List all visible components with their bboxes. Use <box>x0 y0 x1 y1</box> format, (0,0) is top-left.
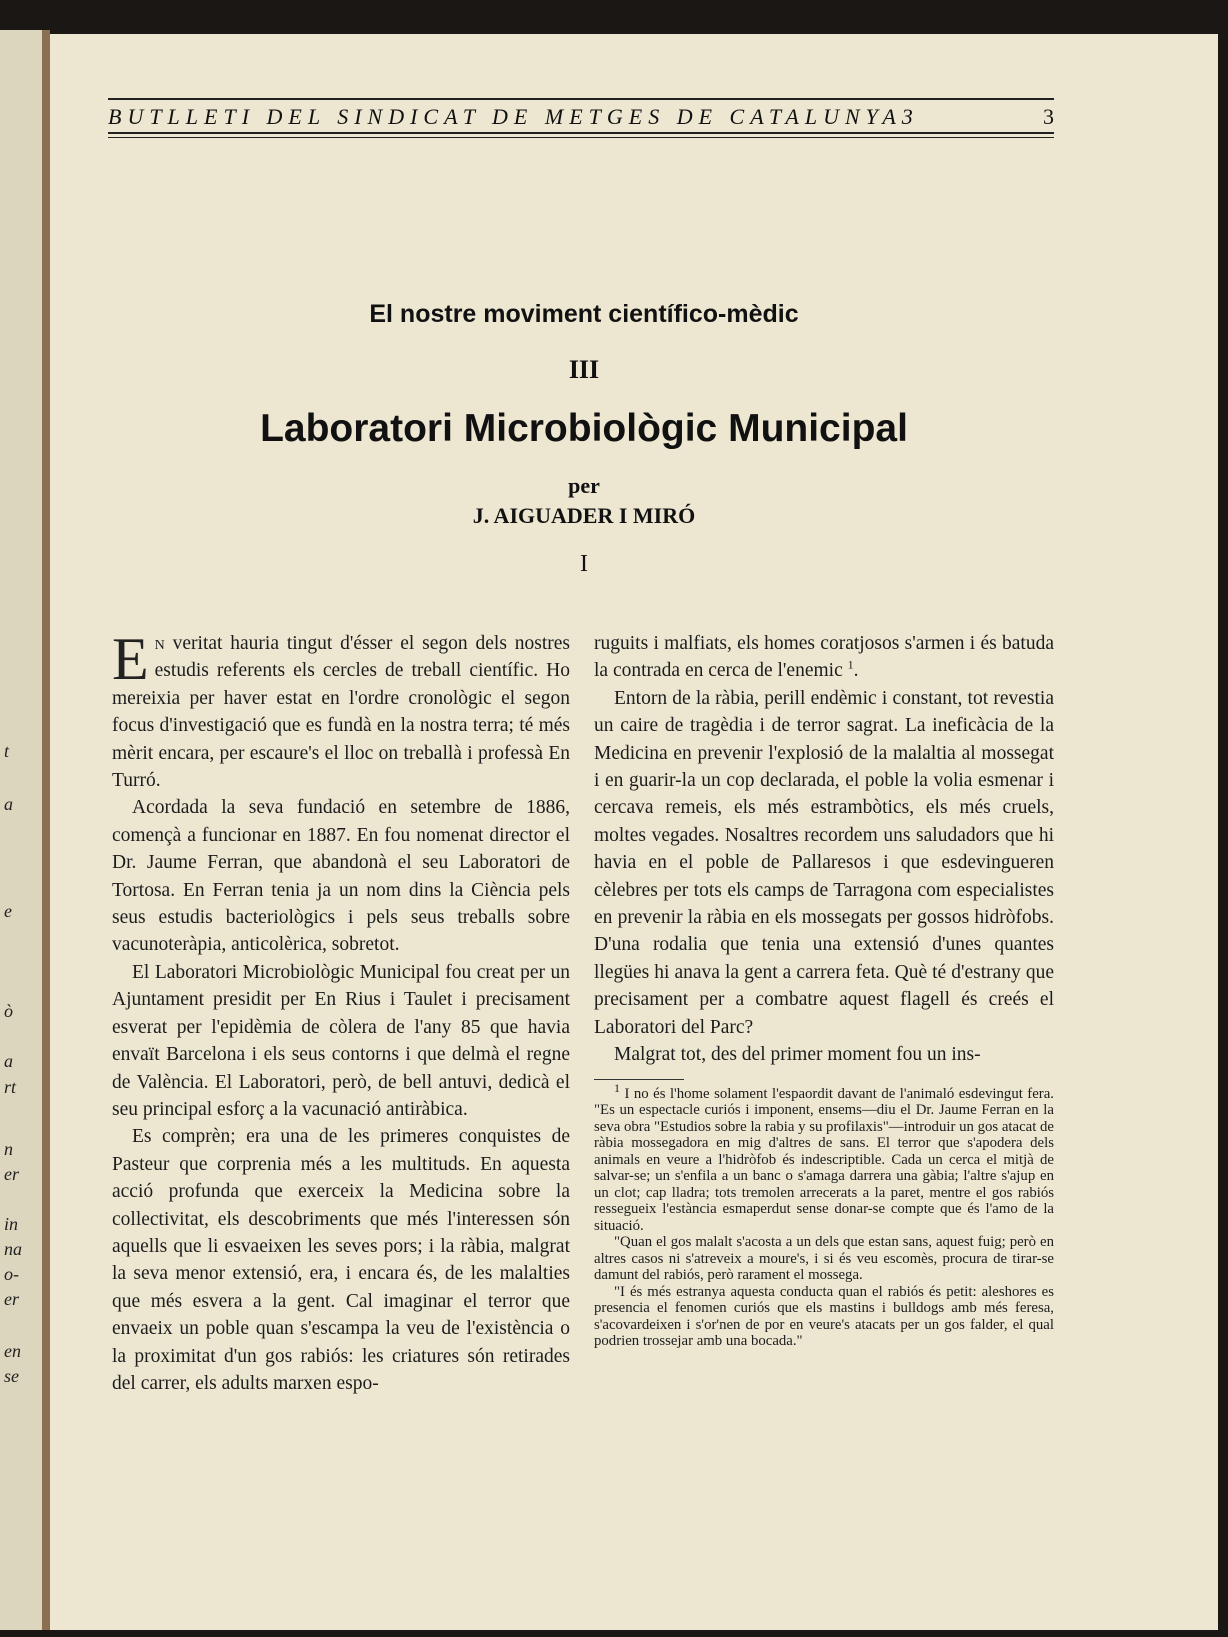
byline-per: per <box>568 473 600 498</box>
margin-fragment: a <box>4 794 13 814</box>
running-title: BUTLLETI DEL SINDICAT DE METGES DE CATALUNYA3 <box>108 104 919 129</box>
footnote-paragraph <box>594 1080 1054 1235</box>
paragraph-text: veritat hauria tingut d'ésser el segon dels nostres estudis referents els cercles de treball científic. Ho mereixia per haver estat en l'ordre cronològic el segon focus d'investigació que es fundà en la nostra terra; té més mèrit encara, per escaure's el lloc on treballà i professà En Turró. <box>112 633 570 792</box>
left-column <box>112 626 570 1397</box>
footnote-ref: 1 <box>847 657 854 672</box>
footnote-rule <box>594 1079 684 1080</box>
article-heading <box>58 300 1110 578</box>
margin-fragment: in <box>4 1214 19 1234</box>
paragraph: Es comprèn; era una de les primeres conquistes de Pasteur que corprenia més a les multituds. En aquesta acció profunda que exerceix la Medicina sobre la collectivitat, els descobriments que més l'interessen són aquells que li esvaeixen les seves pors; i la ràbia, malgrat la seva menor extensió, era, i encara és, de les malalties que més esvera a la gent. Cal imaginar el terror que envaeix un poble quan s'escampa la veu de l'existència o la proximitat d'un gos rabiós: les criatures són retirades del carrer, els adults marxen espo- <box>112 1126 570 1394</box>
footnote <box>594 1080 1054 1350</box>
small-caps-text: n <box>154 633 165 654</box>
margin-fragment: na <box>4 1239 22 1259</box>
margin-fragment: n <box>4 1139 13 1159</box>
paragraph: Malgrat tot, des del primer moment fou un ins- <box>614 1044 981 1066</box>
header-rule-thin <box>108 137 1054 138</box>
paragraph-text: ruguits i malfiats, els homes coratjosos s'armen i és batuda la contrada en cerca de l'enemic <box>594 633 1054 682</box>
drop-cap: E <box>112 626 149 692</box>
paragraph-end: . <box>853 660 859 682</box>
footnote-paragraph: "Quan el gos malalt s'acosta a un dels que estan sans, aquest fuig; però en altres casos ni s'atreveix a moure's, i si és veu escomès, procura de tirar-se damunt del rabiós, però rarament el mossega. <box>594 1234 1054 1283</box>
margin-fragment: er <box>4 1164 19 1184</box>
header-rule-bottom <box>108 132 1054 134</box>
paragraph: Entorn de la ràbia, perill endèmic i constant, tot revestia un caire de tragèdia i de terror sagrat. La ineficàcia de la Medicina en prevenir l'explosió de la malaltia al mossegat i en guarir-la un cop declarada, el poble la volia esmenar i cercava remeis, els més estrambòtics, els més cruels, moltes vegades. Nosaltres recordem uns saludadors que hi havia en el poble de Pallaresos i que esdevingueren cèlebres per tots els camps de Tarragona com especialistes en prevenir la ràbia en els mossegats per gossos hidròfobs. D'una rodalia que tenia una extensió d'unes quantes llegües hi anava la gent a carrera feta. Què té d'estrany que precisament per a combatre aquest flagell és creés el Laboratori del Parc? <box>594 687 1054 1038</box>
header-rule-top <box>108 98 1054 100</box>
footnote-text: I no és l'home solament l'espaordit davant de l'animaló esdevingut fera. "Es un espectacle curiós i imponent, ensems—diu el Dr. Jaume Ferran en la seva obra "Estudios sobre la rabia y su profilaxis"—introduir un gos atacat de ràbia mossegadora en mig d'altres de sans. El terror que s'apodera dels animals en veure a l'hidròfob és indescriptible. Cada un cerca el mitjà de salvar-se; un s'enfila a un banc o s'amaga darrera una gàbia; l'altre s'ajup en un clot; cap lladra; tots tremolen arrecerats a la paret, mentre el gos rabiós ressegueix l'estància esmaperdut sense donar-se compte que és l'amo de la situació. <box>594 1085 1054 1234</box>
part-number: III <box>568 355 600 384</box>
footnote-mark: 1 <box>614 1080 620 1095</box>
running-header <box>108 98 1054 138</box>
margin-fragment: er <box>4 1289 19 1309</box>
paragraph <box>594 630 1054 685</box>
right-column <box>594 630 1054 1350</box>
author-name: J. AIGUADER I MIRÓ <box>472 503 696 528</box>
paragraph <box>112 626 570 794</box>
margin-fragment: e <box>4 901 12 921</box>
margin-fragment: ò <box>4 1001 13 1021</box>
page-number: 3 <box>1043 104 1054 129</box>
paragraph: El Laboratori Microbiològic Municipal fou creat per un Ajuntament presidit per En Rius i Taulet i precisament esverat per l'epidèmia de còlera de l'any 85 que havia envaït Barcelona i els seus contorns i que delmà el regne de València. El Laboratori, però, de bell antuvi, dedicà el seu principal esforç a la vacunació antiràbica. <box>112 961 570 1120</box>
margin-fragment: en <box>4 1341 21 1361</box>
book-spine <box>42 30 50 1630</box>
margin-fragment: rt <box>4 1077 17 1097</box>
paragraph: Acordada la seva fundació en setembre de 1886, començà a funcionar en 1887. En fou nomenat director el Dr. Jaume Ferran, que abandonà el seu Laboratori de Tortosa. En Ferran tenia ja un nom dins la Ciència pels seus estudis bacteriològics i pels seus treballs sobre vacunoteràpia, anticolèrica, sobretot. <box>112 797 570 956</box>
margin-fragment: o- <box>4 1264 19 1284</box>
running-title-row <box>108 104 1054 130</box>
margin-fragment: t <box>4 741 10 761</box>
section-number: I <box>580 551 588 577</box>
footnote-paragraph: "I és més estranya aquesta conducta quan el rabiós és petit: aleshores es presencia el fenomen curiós que els mastins i bulldogs amb més feresa, s'acovardeixen i s'or'nen de por en veure's atacats per un gos falder, el qual podrien trossejar amb una bocada." <box>594 1283 1054 1349</box>
margin-fragment: a <box>4 1051 13 1071</box>
article-title: Laboratori Microbiològic Municipal <box>260 407 908 450</box>
series-title: El nostre moviment científico-mèdic <box>369 300 799 328</box>
margin-fragment: se <box>4 1366 19 1386</box>
